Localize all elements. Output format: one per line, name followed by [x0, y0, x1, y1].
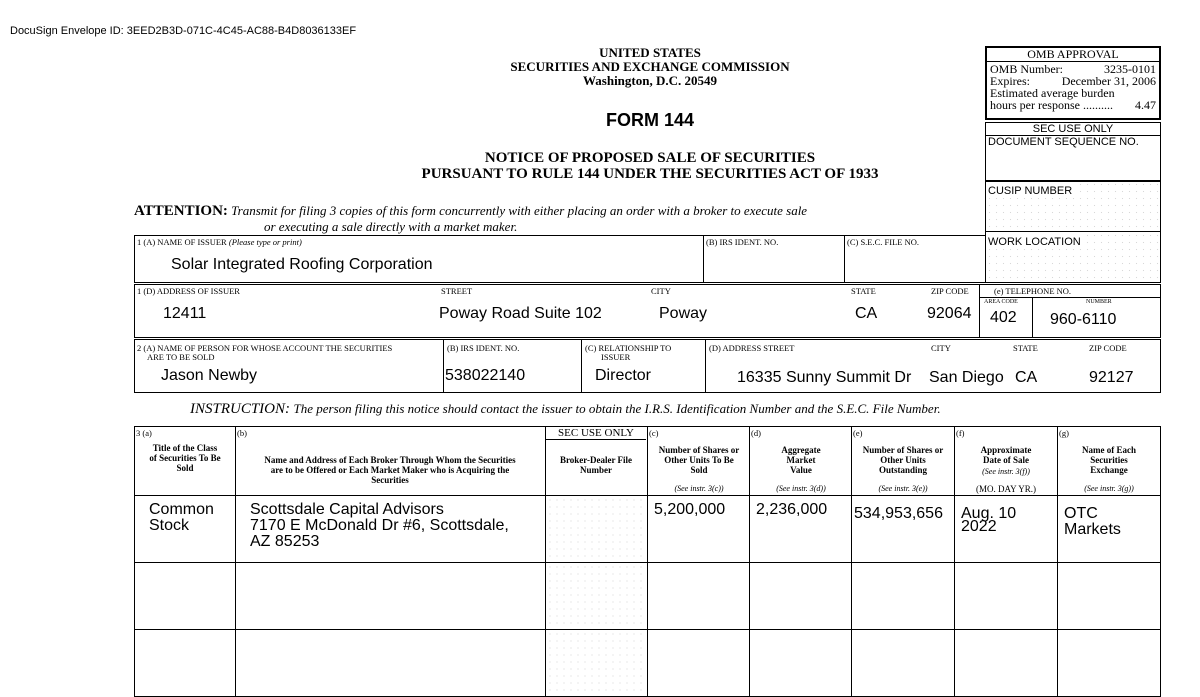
empty-cell [546, 563, 648, 630]
header-sec-use: SEC USE ONLY [546, 427, 646, 440]
seller-street: 16335 Sunny Summit Dr [737, 369, 912, 386]
empty-cell [546, 630, 648, 697]
header-broker [236, 427, 546, 496]
header-exchange-num: (g) [1059, 428, 1069, 438]
cell-broker-dealer [546, 496, 648, 563]
area-code: 402 [990, 309, 1017, 326]
cell-date [955, 496, 1058, 563]
cell-shares [648, 496, 750, 563]
omb-number-label: OMB Number: [990, 62, 1063, 76]
header-shares-text: Number of Shares or Other Units To Be Sold [658, 445, 740, 475]
cell-broker-line2: 7170 E McDonald Dr #6, Scottsdale, [250, 517, 509, 534]
omb-burden-row [990, 99, 1156, 111]
seller-irs-label: (B) IRS IDENT. NO. [447, 343, 520, 353]
instruction-label: INSTRUCTION: [190, 401, 291, 417]
header-value [750, 427, 852, 496]
empty-cell [852, 630, 955, 697]
header-broker-dealer [546, 427, 648, 496]
empty-cell [955, 630, 1058, 697]
form-title-line1: NOTICE OF PROPOSED SALE OF SECURITIES [484, 150, 816, 166]
header-value-note: (See instr. 3(d)) [776, 484, 826, 493]
header-broker-text: Name and Address of Each Broker Through Whom the Securities are to be Offered or Each Market Maker who is Acquiring the Securities [264, 455, 516, 485]
cell-date-line1: Aug. 10 [961, 505, 1017, 522]
securities-table [134, 426, 1161, 697]
cell-exchange-line2: Markets [1064, 521, 1121, 538]
issuer-name-label: 1 (A) NAME OF ISSUER [137, 237, 227, 247]
header-exchange-text: Name of Each Securities Exchange [1082, 445, 1136, 475]
area-code-label: AREA CODE [984, 299, 1018, 305]
issuer-address-box [134, 284, 980, 338]
seller-city: San Diego [929, 369, 1004, 386]
cell-date-line2: 2022 [961, 518, 997, 535]
issuer-state: CA [855, 305, 878, 322]
issuer-name-label-row [135, 236, 703, 248]
omb-expires: December 31, 2006 [1061, 74, 1156, 88]
seller-relationship: Director [595, 367, 652, 384]
empty-cell [1058, 630, 1161, 697]
cell-value [750, 496, 852, 563]
sec-file-label: (C) S.E.C. FILE NO. [847, 237, 920, 247]
issuer-city: Poway [659, 305, 708, 322]
issuer-zip: 92064 [927, 305, 972, 322]
seller-address-label: (D) ADDRESS STREET [709, 343, 795, 353]
cell-shares-value: 5,200,000 [654, 501, 726, 518]
table-row [135, 496, 1161, 563]
cell-outstanding [852, 496, 955, 563]
cusip-box [985, 180, 1161, 232]
sec-use-only-box [985, 122, 1161, 182]
seller-zip: 92127 [1089, 369, 1134, 386]
cell-class-line1: Common [149, 501, 214, 518]
header-exchange [1058, 427, 1161, 496]
street-label: STREET [441, 286, 473, 296]
omb-title: OMB APPROVAL [987, 48, 1159, 62]
issuer-address-label: 1 (D) ADDRESS OF ISSUER [137, 286, 240, 296]
header-date-num: (f) [956, 428, 965, 438]
header-broker-dealer-text: Broker-Dealer File Number [559, 455, 633, 475]
header-outstanding-text: Number of Shares or Other Units Outstanding [862, 445, 944, 475]
header-value-num: (d) [751, 428, 761, 438]
cell-outstanding-value: 534,953,656 [854, 505, 943, 522]
table-row [135, 563, 1161, 630]
seller-city-label: CITY [931, 343, 951, 353]
cusip-label: CUSIP NUMBER [988, 185, 1073, 197]
omb-burden-value: 4.47 [1135, 98, 1156, 112]
cell-class-line2: Stock [149, 517, 190, 534]
cell-broker-line3: AZ 85253 [250, 533, 320, 550]
work-location-box [985, 231, 1161, 283]
seller-name-label-line2: ARE TO BE SOLD [147, 352, 215, 362]
header-outstanding [852, 427, 955, 496]
attention-line1 [134, 203, 807, 220]
header-outstanding-note: (See instr. 3(e)) [878, 484, 928, 493]
empty-cell [135, 630, 236, 697]
cell-class [135, 496, 236, 563]
zip-label: ZIP CODE [931, 286, 969, 296]
empty-cell [648, 630, 750, 697]
agency-header [430, 46, 870, 88]
header-line1: UNITED STATES [599, 45, 701, 60]
empty-cell [236, 563, 546, 630]
omb-number: 3235-0101 [1104, 62, 1156, 76]
seller-zip-label: ZIP CODE [1089, 343, 1127, 353]
cell-exchange [1058, 496, 1161, 563]
omb-burden-line2: hours per response .......... [990, 98, 1113, 112]
header-date-format: (MO. DAY YR.) [975, 484, 1036, 494]
seller-name-label-line1: 2 (A) NAME OF PERSON FOR WHOSE ACCOUNT THE SECURITIES [137, 343, 393, 353]
header-line3: Washington, D.C. 20549 [583, 73, 717, 88]
sec-use-title: SEC USE ONLY [986, 123, 1160, 136]
phone-number: 960-6110 [1050, 311, 1117, 328]
header-date [955, 427, 1058, 496]
header-shares-note: (See instr. 3(c)) [674, 484, 724, 493]
empty-cell [955, 563, 1058, 630]
relationship-label-line1: (C) RELATIONSHIP TO [585, 343, 672, 353]
instruction-text: The person filing this notice should contact the issuer to obtain the I.R.S. Identification Number and the S.E.C. File Number. [293, 401, 941, 416]
doc-sequence-label: DOCUMENT SEQUENCE NO. [988, 136, 1139, 148]
header-date-text: Approximate Date of Sale [980, 445, 1032, 465]
omb-burden-line1: Estimated average burden [990, 86, 1115, 100]
form-title [340, 150, 960, 182]
header-class-num: 3 (a) [136, 428, 152, 438]
header-class [135, 427, 236, 496]
header-outstanding-num: (e) [853, 428, 863, 438]
instruction [190, 401, 941, 418]
omb-expires-label: Expires: [990, 74, 1030, 88]
relationship-label-line2: ISSUER [601, 352, 631, 362]
issuer-irs-box [703, 235, 845, 283]
header-value-text: Aggregate Market Value [781, 445, 821, 475]
empty-cell [750, 563, 852, 630]
attention-line2 [264, 219, 517, 235]
city-label: CITY [651, 286, 671, 296]
header-date-note: (See instr. 3(f)) [982, 467, 1030, 476]
telephone-label: (e) TELEPHONE NO. [994, 286, 1072, 296]
issuer-street: Poway Road Suite 102 [439, 305, 602, 322]
attention-label: ATTENTION: [134, 203, 228, 219]
omb-approval-box [985, 46, 1161, 120]
table-row [135, 630, 1161, 697]
form-number: FORM 144 [605, 110, 695, 130]
work-location-label: WORK LOCATION [988, 236, 1081, 248]
cell-exchange-line1: OTC [1064, 505, 1098, 522]
cell-value-amount: 2,236,000 [756, 501, 828, 518]
header-class-text: Title of the Class of Securities To Be Sold [149, 443, 221, 473]
seller-row [134, 339, 1161, 393]
seller-state-label: STATE [1013, 343, 1038, 353]
seller-name: Jason Newby [161, 367, 258, 384]
empty-cell [852, 563, 955, 630]
issuer-address-number: 12411 [163, 305, 207, 322]
form-title-line2: PURSUANT TO RULE 144 UNDER THE SECURITIES ACT OF 1933 [421, 166, 879, 182]
envelope-id: DocuSign Envelope ID: 3EED2B3D-071C-4C45-AC88-B4D8036133EF [10, 25, 357, 37]
cell-broker-line1: Scottsdale Capital Advisors [250, 501, 444, 518]
header-shares [648, 427, 750, 496]
issuer-name-note: (Please type or print) [228, 237, 302, 247]
issuer-name: Solar Integrated Roofing Corporation [171, 256, 433, 273]
sec-file-box [844, 235, 986, 283]
header-shares-num: (c) [649, 428, 659, 438]
table-header-row [135, 427, 1161, 496]
cell-broker [236, 496, 546, 563]
state-label: STATE [851, 286, 876, 296]
issuer-irs-label: (B) IRS IDENT. NO. [706, 237, 779, 247]
number-label: NUMBER [1086, 299, 1112, 305]
empty-cell [750, 630, 852, 697]
header-line2: SECURITIES AND EXCHANGE COMMISSION [510, 59, 790, 74]
empty-cell [1058, 563, 1161, 630]
attention-text2: or executing a sale directly with a market maker. [264, 219, 518, 234]
issuer-name-box [134, 235, 704, 283]
empty-cell [236, 630, 546, 697]
empty-cell [135, 563, 236, 630]
empty-cell [648, 563, 750, 630]
attention-text1: Transmit for filing 3 copies of this form concurrently with either placing an order with a broker to execute sale [231, 203, 808, 218]
seller-state: CA [1015, 369, 1038, 386]
seller-irs: 538022140 [445, 367, 526, 384]
telephone-box [979, 284, 1161, 338]
header-broker-num: (b) [237, 428, 247, 438]
header-exchange-note: (See instr. 3(g)) [1084, 484, 1134, 493]
